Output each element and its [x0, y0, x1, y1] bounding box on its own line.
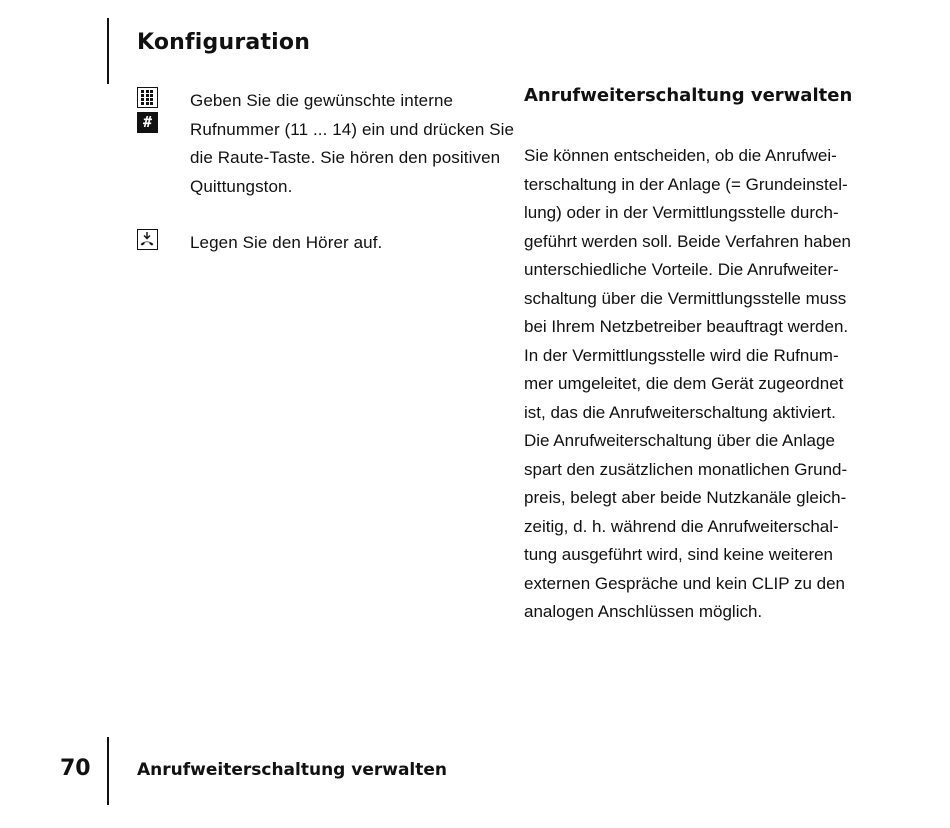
article-body-line: externen Gespräche und kein CLIP zu den	[524, 573, 846, 593]
article-body-line: geführt werden soll. Beide Verfahren haben	[524, 231, 852, 251]
article-title: Anrufweiterschaltung verwalten	[524, 85, 853, 106]
footer-title: Anrufweiterschaltung verwalten	[137, 760, 448, 780]
keypad-icon	[137, 87, 158, 108]
article-body-line: Sie können entscheiden, ob die Anrufwei-	[524, 146, 837, 165]
article-body-line: mer umgeleitet, die dem Gerät zugeordnet	[524, 374, 844, 393]
article-body-line: zeitig, d. h. während die Anrufweiterschal-	[524, 516, 839, 536]
article-body-line: ist, das die Anrufweiterschaltung aktiviert.	[524, 402, 836, 422]
page-number: 70	[60, 756, 91, 781]
article-body-line: analogen Anschlüssen möglich.	[524, 602, 763, 621]
step-icons	[137, 229, 163, 254]
article-body-line: terschaltung in der Anlage (= Grundeinstel-	[524, 174, 848, 194]
article-body-line: spart den zusätzlichen monatlichen Grund-	[524, 459, 848, 479]
step-text: Legen Sie den Hörer auf.	[190, 233, 383, 252]
article-body-line: Die Anrufweiterschaltung über die Anlage	[524, 431, 835, 450]
article-body-line: lung) oder in der Vermittlungsstelle durch-	[524, 203, 839, 222]
hash-key-icon: #	[137, 112, 158, 133]
article-body-line: schaltung über die Vermittlungsstelle muss	[524, 288, 847, 308]
section-title: Konfiguration	[137, 30, 311, 55]
article-body	[524, 142, 896, 627]
article-body-line: preis, belegt aber beide Nutzkanäle gleich-	[524, 488, 847, 507]
article-body-line: tung ausgeführt wird, sind keine weiteren	[524, 545, 834, 564]
hang-up-icon	[137, 229, 158, 250]
header-divider-line	[107, 18, 109, 84]
article-body-line: unterschiedliche Vorteile. Die Anrufweiter-	[524, 260, 839, 279]
article-body-line: In der Vermittlungsstelle wird die Rufnum-	[524, 345, 839, 365]
article-body-line: bei Ihrem Netzbetreiber beauftragt werden.	[524, 317, 849, 336]
step-icons	[137, 87, 163, 137]
footer-divider-line	[107, 737, 109, 805]
step-text: Geben Sie die gewünschte interne Rufnummer (11 ... 14) ein und drücken Sie die Raute-Taste. Sie hören den positiven Quittungston.	[190, 91, 515, 196]
